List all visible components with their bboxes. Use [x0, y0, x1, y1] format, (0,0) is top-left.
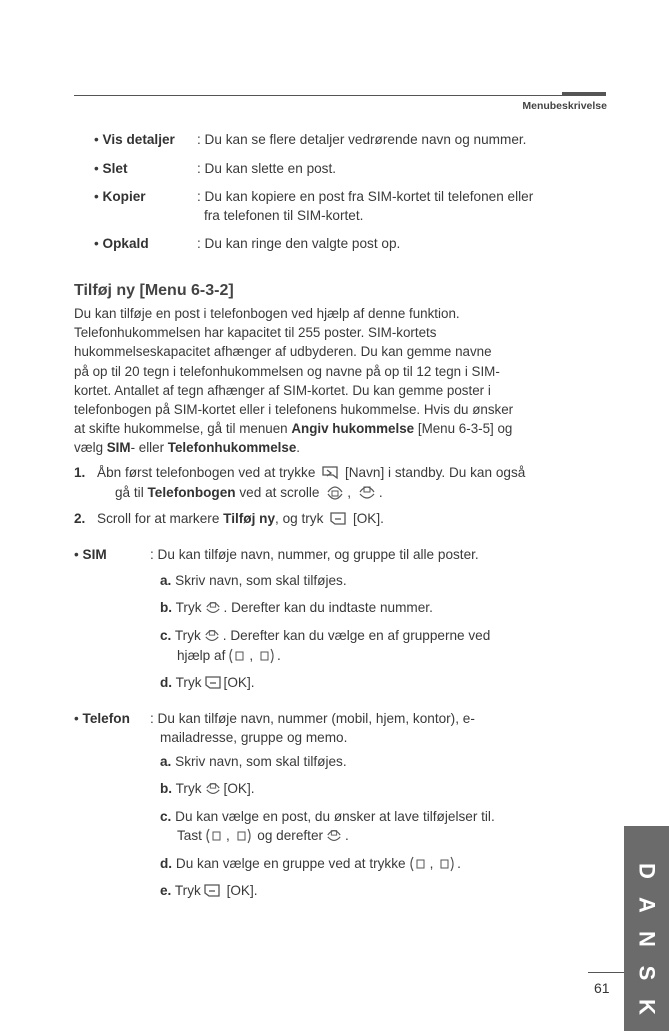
nav-up-down-icon: [325, 484, 345, 502]
running-header: Menubeskrivelse: [522, 100, 607, 112]
step-2-text: Scroll for at markere Tilføj ny, og tryk [OK].: [97, 511, 384, 526]
sim-step-c-cont: hjælp af , .: [177, 648, 281, 663]
option-text: : Du kan se flere detaljer vedrørende navn og nummer.: [197, 132, 527, 147]
key-right-icon: [259, 648, 275, 664]
body-line: hukommelseskapacitet afhænger af udbyderen. Du kan gemme navne: [74, 344, 492, 360]
telefon-intro: : Du kan tilføje navn, nummer (mobil, hjem, kontor), e-: [150, 711, 475, 726]
soft-key-left-icon: [329, 511, 347, 527]
telefon-step-e: e. Tryk [OK].: [160, 883, 258, 898]
body-line: Du kan tilføje en post i telefonbogen ved hjælp af denne funktion.: [74, 306, 460, 321]
key-left-icon: [408, 856, 428, 872]
nav-up-icon: [357, 484, 377, 502]
option-text-cont: fra telefonen til SIM-kortet.: [204, 208, 364, 223]
option-slet: • Slet: [94, 161, 128, 176]
footer-rule: [588, 972, 624, 973]
section-title: Tilføj ny [Menu 6-3-2]: [74, 282, 234, 299]
telefon-intro-cont: mailadresse, gruppe og memo.: [160, 730, 348, 745]
section-body: [74, 304, 513, 458]
option-label: Vis detaljer: [102, 132, 175, 147]
telefon-step-b: b. Tryk [OK].: [160, 781, 255, 796]
nav-up-icon: [203, 628, 221, 644]
soft-key-right-icon: [321, 465, 339, 481]
telefon-step-d: d. Du kan vælge en gruppe ved at trykke , .: [160, 856, 461, 871]
telefon-label: • Telefon: [74, 711, 130, 726]
tab-letter: A: [634, 897, 660, 913]
step-1: 1.: [74, 465, 86, 480]
sim-step-c: c. Tryk . Derefter kan du vælge en af grupperne ved: [160, 628, 491, 643]
page-number: 61: [594, 980, 610, 996]
nav-up-icon: [325, 828, 343, 844]
option-text: : Du kan kopiere en post fra SIM-kortet til telefonen eller: [197, 189, 534, 204]
header-rule: [74, 95, 606, 96]
option-opkald: • Opkald: [94, 236, 149, 251]
step-1-text-cont: gå til Telefonbogen ved at scrolle , .: [115, 483, 383, 503]
option-label: Opkald: [102, 236, 149, 251]
body-line: vælg SIM- eller Telefonhukommelse.: [74, 440, 300, 456]
tab-letter: S: [634, 965, 660, 981]
telefon-step-c-cont: Tast , og derefter .: [177, 828, 349, 843]
step-2: 2.: [74, 511, 86, 526]
sim-intro: : Du kan tilføje navn, nummer, og gruppe til alle poster.: [150, 547, 479, 562]
nav-up-icon: [204, 781, 222, 797]
option-text: : Du kan ringe den valgte post op.: [197, 236, 401, 251]
sim-label: • SIM: [74, 547, 107, 562]
option-vis-detaljer: • Vis detaljer: [94, 132, 175, 147]
soft-key-left-icon: [204, 675, 222, 691]
key-left-icon: [227, 648, 247, 664]
option-label: Kopier: [102, 189, 146, 204]
tab-letter: N: [634, 931, 660, 947]
option-text: : Du kan slette en post.: [197, 161, 337, 176]
body-line: kortet. Antallet af tegn afhænger af SIM-kortet. Du kan gemme poster i: [74, 382, 491, 398]
body-line: på op til 20 tegn i telefonhukommelsen og navne på op til 12 tegn i SIM-: [74, 363, 500, 379]
key-right-icon: [236, 828, 252, 844]
sim-step-b: b. Tryk . Derefter kan du indtaste nummer.: [160, 600, 433, 615]
sim-step-a: a. Skriv navn, som skal tilføjes.: [160, 573, 347, 588]
soft-key-left-icon: [203, 883, 221, 899]
step-1-text: Åbn først telefonbogen ved at trykke [Navn] i standby. Du kan også: [97, 465, 526, 480]
key-left-icon: [204, 828, 224, 844]
body-line: telefonbogen på SIM-kortet eller i telefonens hukommelse. Hvis du ønsker: [74, 402, 514, 418]
tab-letter: K: [634, 999, 660, 1015]
language-tab: [624, 826, 669, 1031]
nav-up-icon: [204, 600, 222, 616]
option-kopier: • Kopier: [94, 189, 146, 204]
telefon-step-c: c. Du kan vælge en post, du ønsker at lave tilføjelser til.: [160, 809, 495, 824]
tab-letter: D: [634, 863, 660, 879]
key-right-icon: [439, 856, 455, 872]
body-line: Telefonhukommelsen har kapacitet til 255 poster. SIM-kortets: [74, 325, 437, 341]
body-line: at skifte hukommelse, gå til menuen Angiv hukommelse [Menu 6-3-5] og: [74, 421, 513, 437]
telefon-step-a: a. Skriv navn, som skal tilføjes.: [160, 754, 347, 769]
sim-step-d: d. Tryk [OK].: [160, 675, 255, 690]
option-label: Slet: [102, 161, 128, 176]
